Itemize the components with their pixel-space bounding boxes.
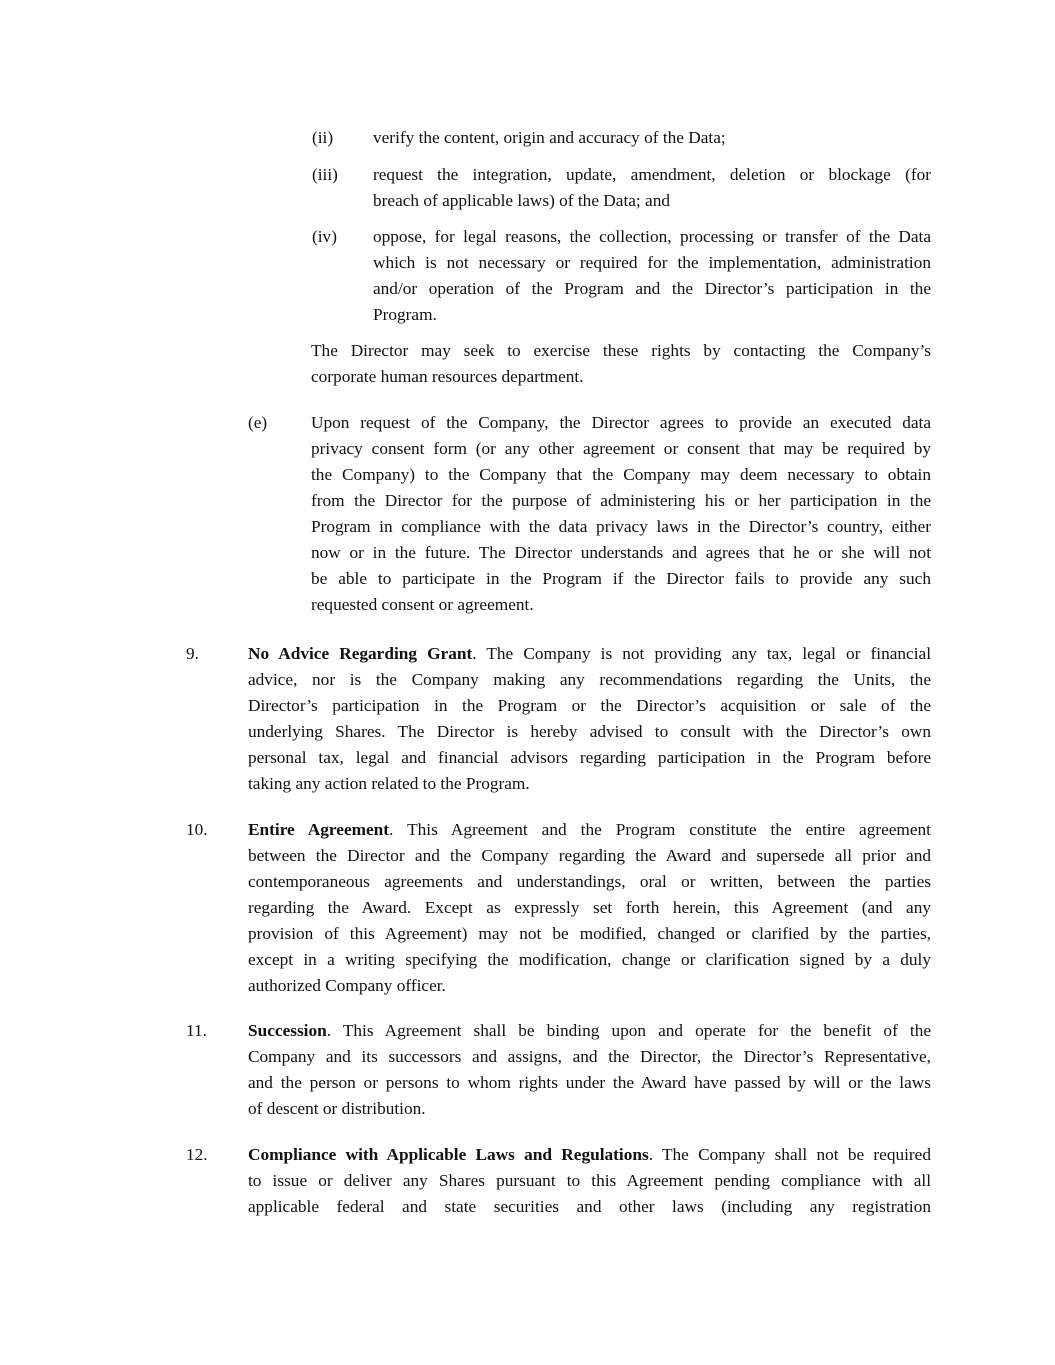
text-line: be able to participate in the Program if the Director fails to provide any such bbox=[311, 569, 931, 588]
text-line: contemporaneous agreements and understandings, oral or written, between the parties bbox=[248, 872, 931, 891]
text-line: privacy consent form (or any other agreement or consent that may be required by bbox=[311, 439, 931, 458]
section-heading: No Advice Regarding Grant bbox=[248, 644, 473, 663]
text-line: the Company) to the Company that the Company may deem necessary to obtain bbox=[311, 465, 931, 484]
sub-item-text bbox=[373, 224, 931, 328]
text-line: except in a writing specifying the modification, change or clarification signed by a duly bbox=[248, 950, 931, 969]
text-line: of descent or distribution. bbox=[248, 1099, 426, 1118]
text-line: The Director may seek to exercise these rights by contacting the Company’s bbox=[311, 341, 931, 360]
text-line: Upon request of the Company, the Director agrees to provide an executed data bbox=[311, 413, 931, 432]
sub-item-text bbox=[373, 125, 931, 151]
text-line: breach of applicable laws) of the Data; and bbox=[373, 191, 671, 210]
text-line bbox=[248, 817, 931, 843]
section-text bbox=[248, 817, 931, 999]
text-line: Program. bbox=[373, 305, 437, 324]
text-line: from the Director for the purpose of administering his or her participation in the bbox=[311, 491, 931, 510]
text-line: which is not necessary or required for the implementation, administration bbox=[373, 253, 931, 272]
item-text bbox=[311, 410, 931, 618]
text-fragment: . This Agreement shall be binding upon and operate for the benefit of the bbox=[326, 1021, 931, 1040]
text-line: applicable federal and state securities and other laws (including any registration bbox=[248, 1197, 931, 1216]
text-line: authorized Company officer. bbox=[248, 976, 446, 995]
section-number: 11. bbox=[186, 1021, 207, 1040]
text-line: regarding the Award. Except as expressly set forth herein, this Agreement (and any bbox=[248, 898, 931, 917]
text-line: advice, nor is the Company making any recommendations regarding the Units, the bbox=[248, 670, 931, 689]
section-text bbox=[248, 641, 931, 797]
sub-item-text bbox=[373, 162, 931, 214]
text-line: corporate human resources department. bbox=[311, 367, 584, 386]
text-line: taking any action related to the Program. bbox=[248, 774, 530, 793]
text-line: Company and its successors and assigns, and the Director, the Director’s Representative, bbox=[248, 1047, 931, 1066]
text-line: oppose, for legal reasons, the collection, processing or transfer of the Data bbox=[373, 227, 931, 246]
section-number: 12. bbox=[186, 1145, 208, 1164]
text-line: between the Director and the Company regarding the Award and supersede all prior and bbox=[248, 846, 931, 865]
text-line: requested consent or agreement. bbox=[311, 595, 534, 614]
text-line: request the integration, update, amendment, deletion or blockage (for bbox=[373, 165, 931, 184]
text-line: to issue or deliver any Shares pursuant to this Agreement pending compliance with all bbox=[248, 1171, 931, 1190]
text-line: Program in compliance with the data privacy laws in the Director’s country, either bbox=[311, 517, 931, 536]
text-line bbox=[248, 641, 931, 667]
section-heading: Compliance with Applicable Laws and Regulations bbox=[248, 1145, 649, 1164]
section-heading: Succession bbox=[248, 1021, 327, 1040]
sub-item-marker: (ii) bbox=[312, 128, 334, 147]
text-line: personal tax, legal and financial advisors regarding participation in the Program before bbox=[248, 748, 931, 767]
text-line bbox=[248, 1142, 931, 1168]
text-line: and/or operation of the Program and the Director’s participation in the bbox=[373, 279, 931, 298]
sub-item-marker: (iii) bbox=[312, 165, 338, 184]
paragraph-text bbox=[311, 338, 931, 390]
text-line bbox=[248, 1018, 931, 1044]
section-number: 9. bbox=[186, 644, 199, 663]
item-marker: (e) bbox=[248, 413, 268, 432]
text-fragment: . The Company shall not be required bbox=[648, 1145, 931, 1164]
section-number: 10. bbox=[186, 820, 208, 839]
text-line: now or in the future. The Director understands and agrees that he or she will not bbox=[311, 543, 931, 562]
text-line: underlying Shares. The Director is hereby advised to consult with the Director’s own bbox=[248, 722, 931, 741]
text-line: Director’s participation in the Program or the Director’s acquisition or sale of the bbox=[248, 696, 931, 715]
text-line: provision of this Agreement) may not be modified, changed or clarified by the parties, bbox=[248, 924, 931, 943]
sub-item-marker: (iv) bbox=[312, 227, 337, 246]
section-text bbox=[248, 1142, 931, 1220]
text-line: verify the content, origin and accuracy of the Data; bbox=[373, 128, 726, 147]
section-text bbox=[248, 1018, 931, 1122]
section-heading: Entire Agreement bbox=[248, 820, 390, 839]
text-fragment: . This Agreement and the Program constitute the entire agreement bbox=[389, 820, 931, 839]
text-line: and the person or persons to whom rights under the Award have passed by will or the laws bbox=[248, 1073, 931, 1092]
text-fragment: . The Company is not providing any tax, legal or financial bbox=[472, 644, 932, 663]
